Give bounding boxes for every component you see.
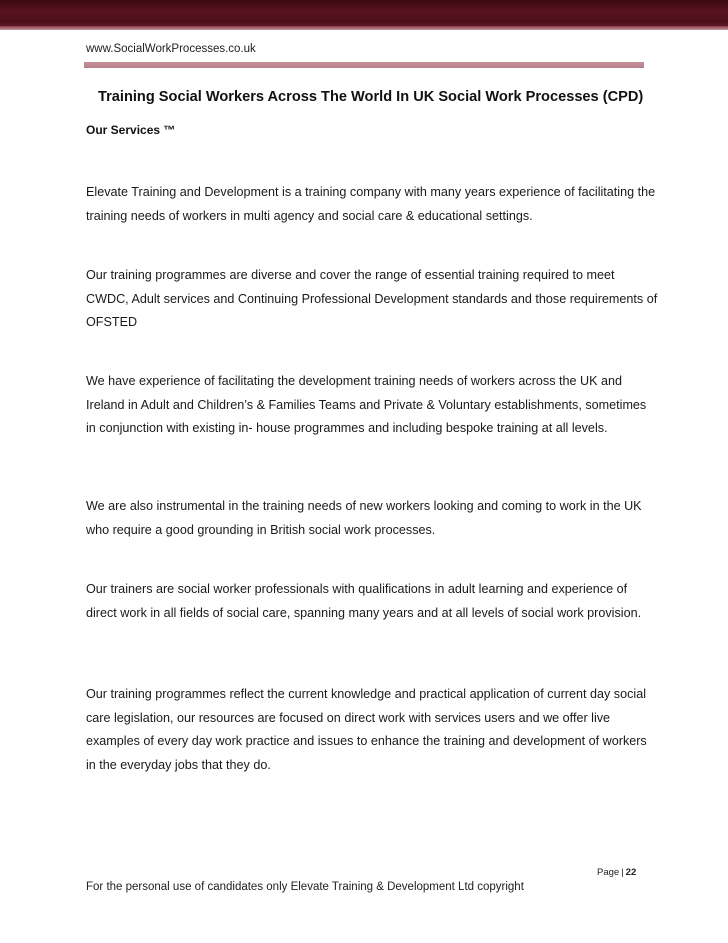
document-title: Training Social Workers Across The World In UK Social Work Processes (CPD) [98,89,644,105]
section-subtitle: Our Services ™ [86,123,176,137]
top-decorative-band [0,0,728,30]
header-website-url: www.SocialWorkProcesses.co.uk [86,43,256,55]
paragraph-new-workers: We are also instrumental in the training needs of new workers looking and coming to work in the UK who require a good grounding in British social work processes. [86,499,642,537]
paragraph-experience: We have experience of facilitating the development training needs of workers across the UK and Ireland in Adult and Children’s & Families Teams and Private & Voluntary establishments, sometimes in conjunction with existing in- house programmes and including bespoke training at all levels. [86,374,647,435]
page-separator: | [621,867,624,878]
footer-copyright: For the personal use of candidates only Elevate Training & Development Ltd copyright [86,881,524,893]
header-rule [84,62,644,68]
page-label: Page [597,867,620,878]
page-number [597,867,636,878]
paragraph-current-knowledge: Our training programmes reflect the current knowledge and practical application of current day social care legislation, our resources are focused on direct work with services users and we offer live examples of every day work practice and issues to enhance the training and development of workers in the everyday jobs that they do. [86,687,647,772]
page-number-value: 22 [625,867,637,878]
paragraph-trainers: Our trainers are social worker professionals with qualifications in adult learning and experience of direct work in all fields of social care, spanning many years and at all levels of social work provision. [86,582,642,620]
paragraph-company-intro: Elevate Training and Development is a training company with many years experience of facilitating the training needs of workers in multi agency and social care & educational settings. [86,185,656,223]
paragraph-training-programmes: Our training programmes are diverse and cover the range of essential training required to meet CWDC, Adult services and Continuing Professional Development standards and those requirements of OFSTED [86,268,658,329]
